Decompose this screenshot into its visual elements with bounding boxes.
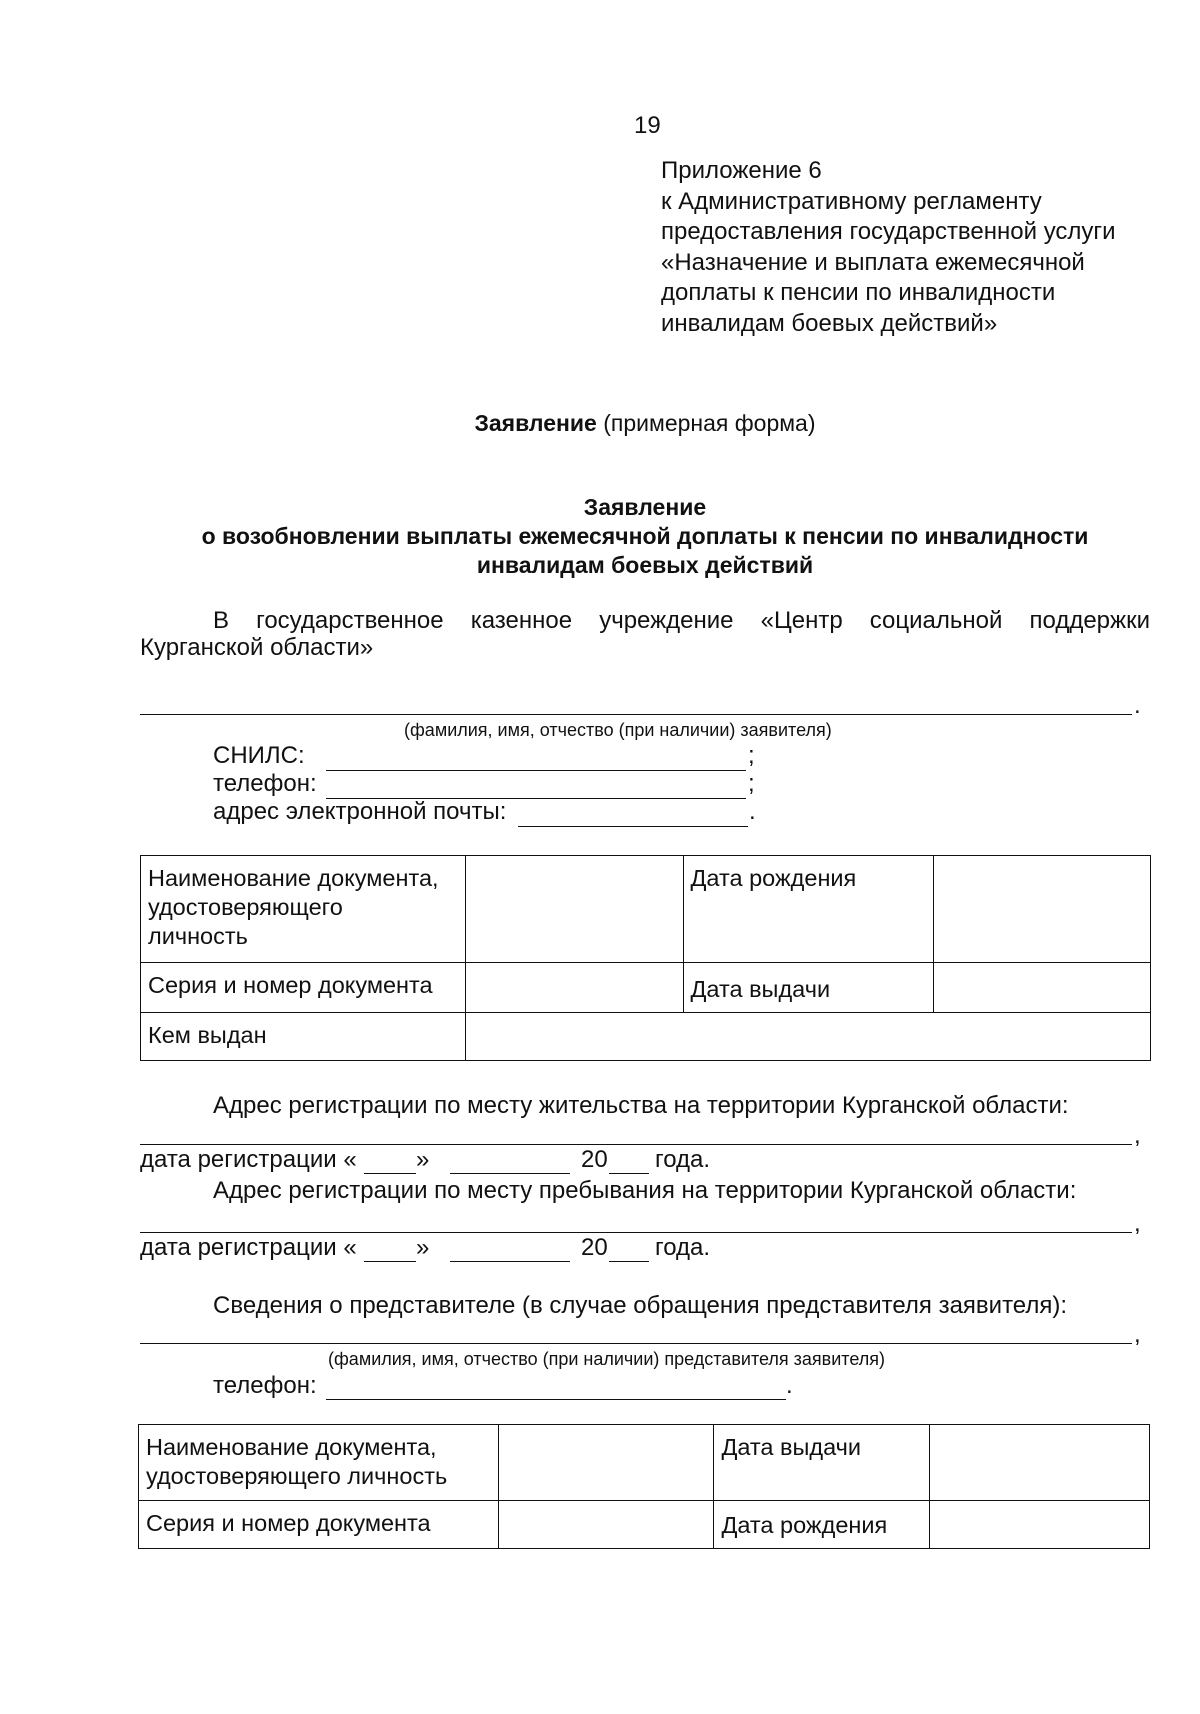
rep-doc-name-label-line: Наименование документа, xyxy=(146,1434,437,1460)
title-line: инвалидам боевых действий xyxy=(476,552,814,578)
table-row xyxy=(141,856,1151,963)
identity-document-table xyxy=(140,855,1151,1061)
stay-year-field[interactable] xyxy=(609,1261,649,1262)
residence-year-suffix: года. xyxy=(655,1146,711,1173)
residence-line-end: , xyxy=(1134,1122,1141,1149)
addressee-line-1 xyxy=(213,607,1150,635)
residence-year-field[interactable] xyxy=(609,1173,649,1174)
residence-date-prefix: дата регистрации « xyxy=(140,1146,357,1173)
issued-by-label: Кем выдан xyxy=(141,1013,466,1061)
email-field[interactable] xyxy=(518,826,748,827)
form-subtitle xyxy=(0,410,1200,437)
stay-date-close: » xyxy=(416,1234,430,1261)
stay-date-prefix: дата регистрации « xyxy=(140,1234,357,1261)
issue-date-label: Дата выдачи xyxy=(683,963,934,1013)
table-row xyxy=(141,963,1151,1013)
addressee-word: казенное xyxy=(470,607,573,634)
residence-address-field[interactable] xyxy=(140,1144,1132,1145)
form-title xyxy=(140,493,1150,580)
addressee-word: социальной xyxy=(869,607,1003,634)
snils-label: СНИЛС: xyxy=(213,742,305,769)
applicant-name-caption: (фамилия, имя, отчество (при наличии) заявителя) xyxy=(404,720,832,740)
addressee-word: государственное xyxy=(256,607,444,634)
residence-date-close: » xyxy=(416,1146,430,1173)
table-row xyxy=(139,1425,1150,1501)
doc-series-label: Серия и номер документа xyxy=(141,963,466,1013)
issued-by-value-cell[interactable] xyxy=(465,1013,1150,1061)
table-row xyxy=(141,1013,1151,1061)
email-label: адрес электронной почты: xyxy=(213,798,507,825)
page-number: 19 xyxy=(634,112,661,139)
table-row xyxy=(139,1501,1150,1549)
appendix-line: Приложение 6 xyxy=(661,157,822,184)
addressee-word: учреждение xyxy=(599,607,734,634)
appendix-line: предоставления государственной услуги xyxy=(661,218,1116,245)
applicant-name-end: . xyxy=(1134,692,1141,719)
rep-doc-name-value-cell[interactable] xyxy=(498,1425,714,1501)
appendix-block xyxy=(661,156,1116,339)
snils-end: ; xyxy=(748,742,755,769)
email-end: . xyxy=(749,798,756,825)
representative-phone-end: . xyxy=(786,1372,793,1399)
subtitle-bold: Заявление xyxy=(474,410,597,436)
stay-year-suffix: года. xyxy=(655,1234,711,1261)
rep-doc-name-label-line: удостоверяющего личность xyxy=(146,1463,448,1489)
doc-name-value-cell[interactable] xyxy=(465,856,683,963)
representative-name-field[interactable] xyxy=(140,1343,1132,1344)
subtitle-rest: (примерная форма) xyxy=(596,410,816,436)
representative-document-table xyxy=(138,1424,1150,1549)
addressee-line-2: Курганской области» xyxy=(140,634,374,661)
stay-title: Адрес регистрации по месту пребывания на территории Курганской области: xyxy=(213,1177,1077,1204)
rep-birth-date-label: Дата рождения xyxy=(714,1501,930,1549)
residence-title: Адрес регистрации по месту жительства на территории Курганской области: xyxy=(213,1092,1069,1119)
birth-date-label: Дата рождения xyxy=(683,856,934,963)
phone-end: ; xyxy=(748,770,755,797)
rep-issue-date-label: Дата выдачи xyxy=(714,1425,930,1501)
representative-title: Сведения о представителе (в случае обращения представителя заявителя): xyxy=(213,1292,1068,1319)
phone-label: телефон: xyxy=(213,770,317,797)
birth-date-value-cell[interactable] xyxy=(934,856,1151,963)
residence-month-field[interactable] xyxy=(450,1173,570,1174)
snils-field[interactable] xyxy=(326,770,746,771)
title-line: о возобновлении выплаты ежемесячной доплаты к пенсии по инвалидности xyxy=(201,523,1089,549)
representative-line-end: , xyxy=(1134,1321,1141,1348)
title-line: Заявление xyxy=(583,494,707,520)
representative-caption: (фамилия, имя, отчество (при наличии) представителя заявителя) xyxy=(328,1349,885,1369)
issue-date-value-cell[interactable] xyxy=(934,963,1151,1013)
appendix-line: инвалидам боевых действий» xyxy=(661,309,998,337)
addressee-word: В xyxy=(213,607,230,634)
doc-name-label-line: личность xyxy=(148,923,248,949)
rep-doc-series-value-cell[interactable] xyxy=(498,1501,714,1549)
stay-address-field[interactable] xyxy=(140,1232,1132,1233)
appendix-line: к Административному регламенту xyxy=(661,187,1042,215)
stay-month-field[interactable] xyxy=(450,1261,570,1262)
rep-issue-date-value-cell[interactable] xyxy=(930,1425,1150,1501)
stay-day-field[interactable] xyxy=(364,1261,416,1262)
doc-name-label-line: Наименование документа, xyxy=(148,865,439,891)
stay-year-prefix: 20 xyxy=(581,1234,608,1261)
rep-doc-series-label: Серия и номер документа xyxy=(139,1501,499,1549)
rep-doc-name-label xyxy=(139,1425,499,1501)
representative-phone-field[interactable] xyxy=(326,1399,786,1400)
representative-phone-label: телефон: xyxy=(213,1372,317,1399)
doc-name-label xyxy=(141,856,466,963)
appendix-line: доплаты к пенсии по инвалидности xyxy=(661,279,1056,306)
addressee-word: «Центр xyxy=(760,607,843,634)
residence-day-field[interactable] xyxy=(364,1173,416,1174)
rep-birth-date-value-cell[interactable] xyxy=(930,1501,1150,1549)
appendix-line: «Назначение и выплата ежемесячной xyxy=(661,248,1085,276)
residence-year-prefix: 20 xyxy=(581,1146,608,1173)
stay-line-end: , xyxy=(1134,1210,1141,1237)
applicant-name-field[interactable] xyxy=(140,714,1132,715)
addressee-word: поддержки xyxy=(1029,607,1150,634)
doc-series-value-cell[interactable] xyxy=(465,963,683,1013)
doc-name-label-line: удостоверяющего xyxy=(148,894,343,920)
